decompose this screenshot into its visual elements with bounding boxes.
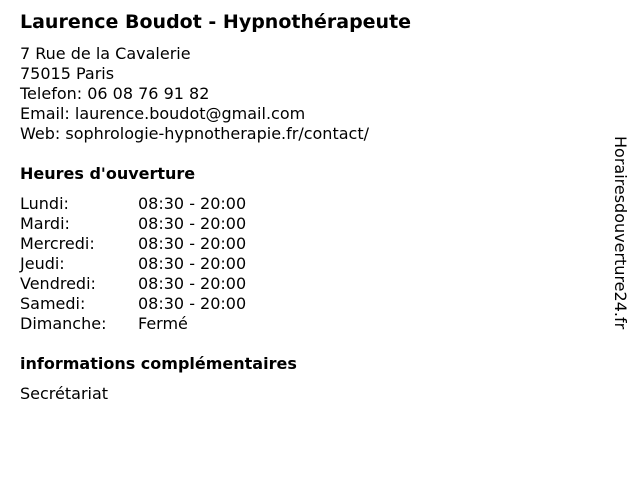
time-value: 08:30 - 20:00: [138, 194, 247, 213]
day-label: Samedi:: [20, 294, 86, 313]
hours-row-saturday: [20, 294, 246, 314]
opening-hours-table: [20, 194, 246, 334]
additional-info-heading: informations complémentaires: [20, 354, 297, 373]
day-label: Vendredi:: [20, 274, 96, 293]
time-value: 08:30 - 20:00: [138, 274, 247, 293]
address-street: 7 Rue de la Cavalerie: [20, 44, 191, 63]
additional-info-value: Secrétariat: [20, 384, 109, 403]
business-title: Laurence Boudot - Hypnothérapeute: [20, 11, 412, 33]
day-label: Mardi:: [20, 214, 70, 233]
day-label: Jeudi:: [20, 254, 65, 273]
website-link: Web: sophrologie-hypnotherapie.fr/contact/: [20, 124, 369, 143]
time-value: 08:30 - 20:00: [138, 214, 247, 233]
site-brand-vertical: Horairesdouverture24.fr: [611, 136, 630, 330]
hours-row-friday: [20, 274, 246, 294]
time-value: 08:30 - 20:00: [138, 234, 247, 253]
email-address: Email: laurence.boudot@gmail.com: [20, 104, 306, 123]
day-label: Dimanche:: [20, 314, 107, 333]
contact-details: [20, 44, 369, 144]
address-city: 75015 Paris: [20, 64, 115, 83]
time-value: 08:30 - 20:00: [138, 294, 247, 313]
opening-hours-heading: Heures d'ouverture: [20, 164, 196, 183]
hours-row-thursday: [20, 254, 246, 274]
hours-row-wednesday: [20, 234, 246, 254]
phone-number: Telefon: 06 08 76 91 82: [20, 84, 210, 103]
hours-row-sunday: [20, 314, 246, 334]
time-value: Fermé: [138, 314, 188, 333]
hours-row-monday: [20, 194, 246, 214]
hours-row-tuesday: [20, 214, 246, 234]
time-value: 08:30 - 20:00: [138, 254, 247, 273]
day-label: Mercredi:: [20, 234, 95, 253]
day-label: Lundi:: [20, 194, 69, 213]
